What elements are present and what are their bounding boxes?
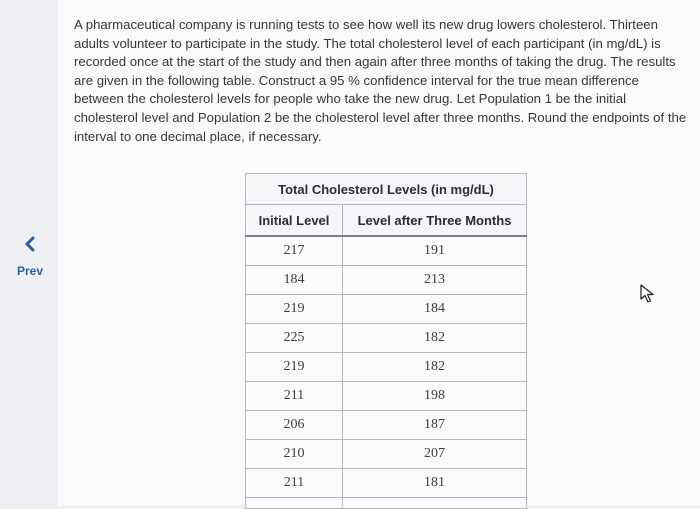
cutoff-cell: [343, 498, 527, 509]
table-row: [246, 440, 527, 469]
table-row: [246, 295, 527, 324]
table-row: [246, 411, 527, 440]
after-level-cell: 181: [343, 469, 527, 498]
table-row-cutoff: [246, 498, 527, 509]
after-level-cell: 182: [343, 324, 527, 353]
initial-level-cell: 184: [246, 266, 343, 295]
left-navigation: [0, 0, 58, 505]
cutoff-cell: [246, 498, 343, 509]
table-row: [246, 236, 527, 266]
after-level-cell: 191: [343, 236, 527, 266]
table-row: [246, 353, 527, 382]
initial-level-cell: 225: [246, 324, 343, 353]
initial-level-cell: 206: [246, 411, 343, 440]
after-level-cell: 184: [343, 295, 527, 324]
initial-level-cell: 211: [246, 469, 343, 498]
initial-level-cell: 217: [246, 236, 343, 266]
after-level-cell: 182: [343, 353, 527, 382]
chevron-left-icon: [20, 234, 40, 254]
column-header-initial: Initial Level: [246, 205, 343, 237]
cholesterol-table-container: [245, 173, 527, 509]
column-header-after: Level after Three Months: [343, 205, 527, 237]
question-panel: [58, 0, 700, 505]
question-text: A pharmaceutical company is running tests to see how well its new drug lowers cholesterol. Thirteen adults volunteer to participate in the study. The total cholesterol level of each participant (in mg/dL) is recorded once at the start of the study and then again after three months of taking the drug. The results are given in the following table. Construct a 95 % confidence interval for the true mean difference between the cholesterol levels for people who take the new drug. Let Population 1 be the initial cholesterol level and Population 2 be the cholesterol level after three months. Round the endpoints of the interval to one decimal place, if necessary.: [74, 17, 687, 144]
table-row: [246, 266, 527, 295]
prev-label: Prev: [16, 264, 44, 278]
mouse-cursor-icon: [640, 284, 656, 304]
after-level-cell: 198: [343, 382, 527, 411]
after-level-cell: 187: [343, 411, 527, 440]
after-level-cell: 213: [343, 266, 527, 295]
after-level-cell: 207: [343, 440, 527, 469]
initial-level-cell: 210: [246, 440, 343, 469]
table-row: [246, 324, 527, 353]
initial-level-cell: 219: [246, 295, 343, 324]
table-row: [246, 469, 527, 498]
initial-level-cell: 211: [246, 382, 343, 411]
table-row: [246, 382, 527, 411]
cholesterol-table: [245, 173, 527, 509]
prev-button[interactable]: [8, 232, 52, 292]
table-caption: Total Cholesterol Levels (in mg/dL): [246, 174, 527, 205]
initial-level-cell: 219: [246, 353, 343, 382]
